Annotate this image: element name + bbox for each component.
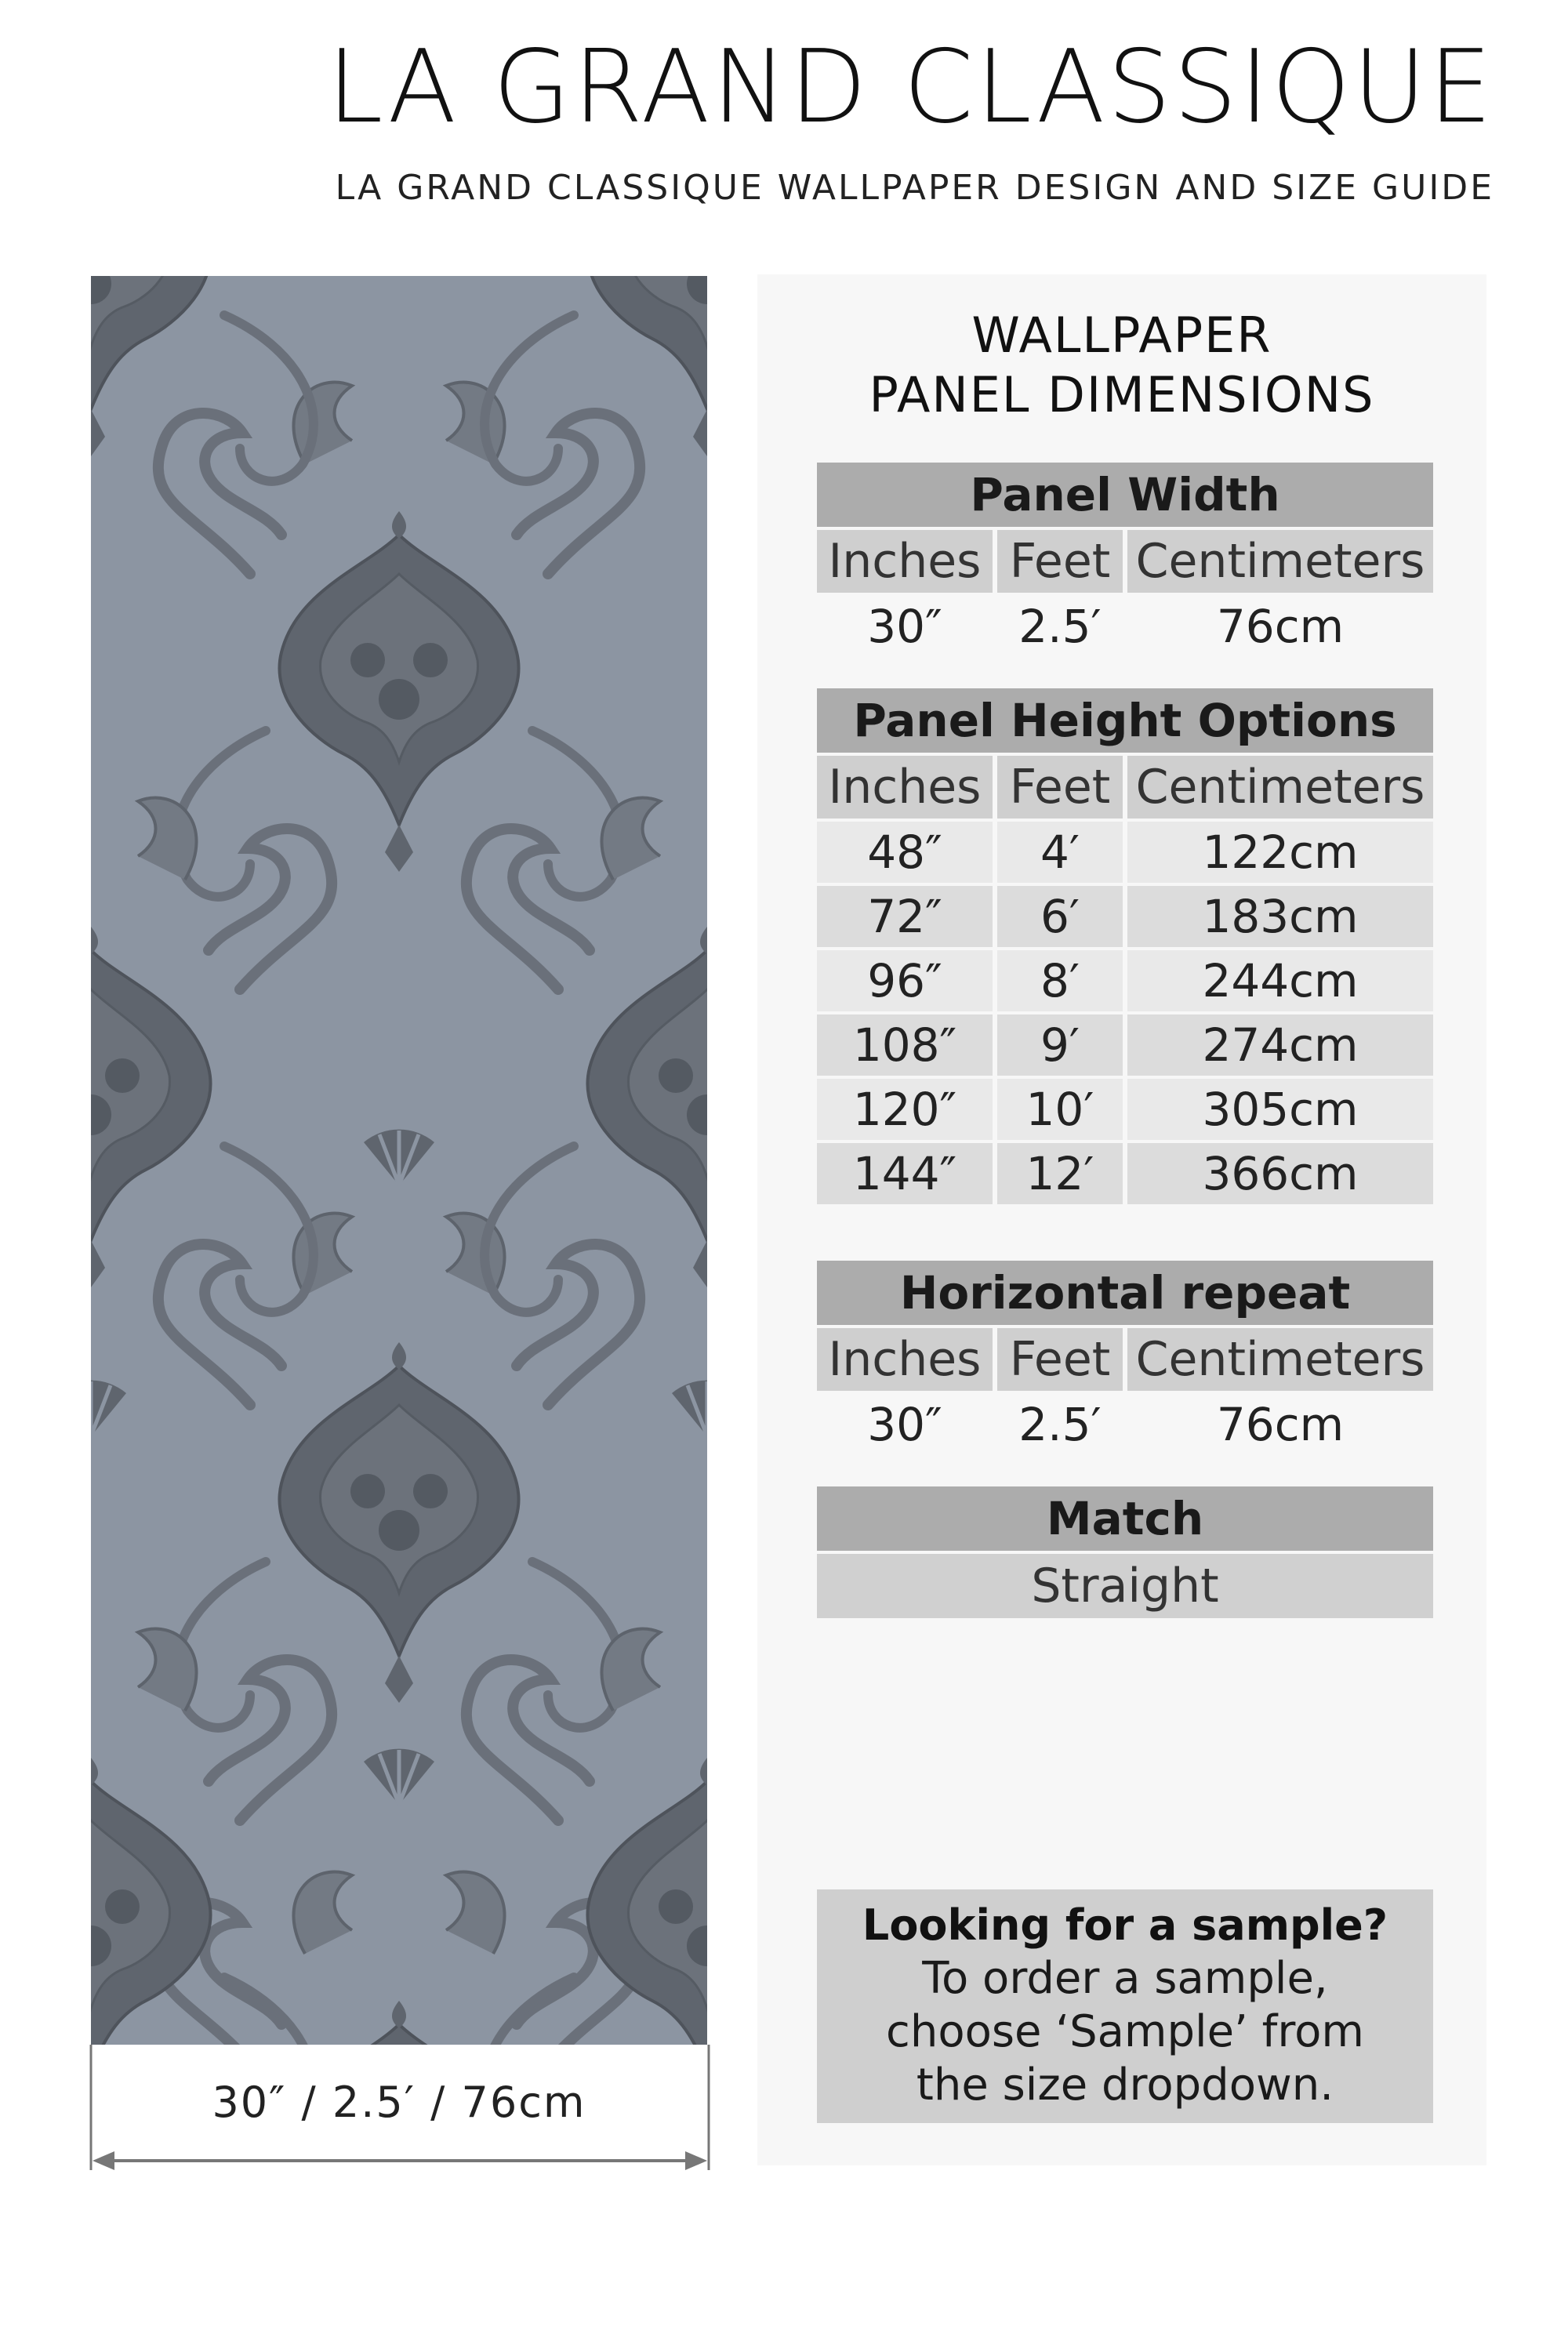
- repeat-inches: 30″: [817, 1391, 997, 1458]
- damask-motif: [158, 383, 640, 897]
- height-inches: 48″: [817, 818, 997, 883]
- wallpaper-preview: [91, 276, 707, 2045]
- col-centimeters: Centimeters: [1127, 1328, 1433, 1391]
- table-row: [817, 883, 1433, 947]
- panel-width-table: [817, 463, 1433, 660]
- fan-ornament: [91, 1381, 126, 1436]
- width-inches: 30″: [817, 593, 997, 660]
- height-feet: 9′: [997, 1011, 1127, 1076]
- col-inches: Inches: [817, 530, 997, 593]
- height-feet: 6′: [997, 883, 1127, 947]
- height-cm: 274cm: [1127, 1011, 1433, 1076]
- match-table: [817, 1486, 1433, 1618]
- table-row: [817, 947, 1433, 1011]
- width-feet: 2.5′: [997, 593, 1127, 660]
- dimensions-panel: [757, 274, 1486, 2165]
- height-cm: 366cm: [1127, 1140, 1433, 1204]
- height-inches: 96″: [817, 947, 997, 1011]
- damask-motif: [466, 1629, 707, 2045]
- height-cm: 183cm: [1127, 883, 1433, 947]
- match-title: Match: [817, 1486, 1433, 1554]
- damask-motif: [91, 798, 332, 1312]
- height-inches: 120″: [817, 1076, 997, 1140]
- page-subtitle: LA GRAND CLASSIQUE WALLPAPER DESIGN AND SIZE GUIDE: [335, 168, 1494, 208]
- height-feet: 12′: [997, 1140, 1127, 1204]
- repeat-feet: 2.5′: [997, 1391, 1127, 1458]
- panel-width-title: Panel Width: [817, 463, 1433, 530]
- page-title: LA GRAND CLASSIQUE: [327, 29, 1494, 146]
- col-feet: Feet: [997, 756, 1127, 818]
- height-cm: 305cm: [1127, 1076, 1433, 1140]
- horizontal-repeat-table: [817, 1261, 1433, 1458]
- sample-question: Looking for a sample?: [862, 1900, 1388, 1950]
- sample-line: the size dropdown.: [916, 2060, 1334, 2111]
- sample-line: choose ‘Sample’ from: [886, 2005, 1364, 2057]
- panel-heading-line1: WALLPAPER: [971, 307, 1272, 364]
- damask-motif: [91, 1629, 332, 2045]
- col-feet: Feet: [997, 1328, 1127, 1391]
- col-centimeters: Centimeters: [1127, 530, 1433, 593]
- panel-heading: [757, 306, 1486, 424]
- width-cm: 76cm: [1216, 600, 1345, 653]
- sample-info-box: [817, 1889, 1433, 2123]
- damask-motif: [158, 1214, 640, 1728]
- height-feet: 10′: [997, 1076, 1127, 1140]
- height-cm: 244cm: [1127, 947, 1433, 1011]
- col-feet: Feet: [997, 530, 1127, 593]
- fan-ornament: [364, 1130, 434, 1185]
- height-cm: 122cm: [1127, 818, 1433, 883]
- height-inches: 108″: [817, 1011, 997, 1076]
- fan-ornament: [364, 1749, 434, 1805]
- damask-motif: [158, 1872, 640, 2045]
- col-inches: Inches: [817, 1328, 997, 1391]
- height-inches: 72″: [817, 883, 997, 947]
- table-row: [817, 1076, 1433, 1140]
- width-label: 30″ / 2.5′ / 76cm: [212, 2078, 586, 2127]
- horizontal-repeat-title: Horizontal repeat: [817, 1261, 1433, 1328]
- height-inches: 144″: [817, 1140, 997, 1204]
- table-row: [817, 1140, 1433, 1204]
- damask-motif: [466, 798, 707, 1312]
- panel-height-table: [817, 688, 1433, 1204]
- repeat-cm: 76cm: [1216, 1398, 1345, 1451]
- table-row: [817, 818, 1433, 883]
- match-value: Straight: [817, 1554, 1433, 1618]
- panel-height-title: Panel Height Options: [817, 688, 1433, 756]
- col-centimeters: Centimeters: [1127, 756, 1433, 818]
- sample-line: To order a sample,: [922, 1952, 1328, 2004]
- fan-ornament: [672, 1381, 707, 1436]
- table-row: [817, 1011, 1433, 1076]
- panel-heading-line2: PANEL DIMENSIONS: [869, 365, 1375, 423]
- height-feet: 8′: [997, 947, 1127, 1011]
- col-inches: Inches: [817, 756, 997, 818]
- height-feet: 4′: [997, 818, 1127, 883]
